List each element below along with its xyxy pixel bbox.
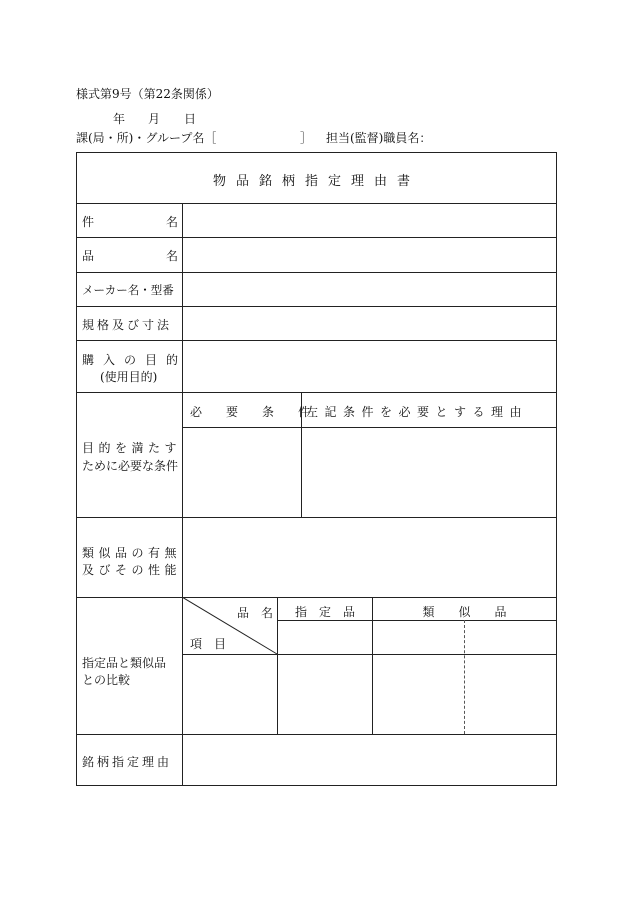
case-name-label-right: 名 <box>166 215 179 229</box>
date-month: 月 <box>148 112 161 126</box>
brand-reason-field[interactable] <box>184 736 554 783</box>
item-name-field[interactable] <box>184 239 554 270</box>
compare-item-field[interactable] <box>184 656 275 732</box>
similar-label-line2: 及びその性能 <box>82 563 182 577</box>
case-name-field[interactable] <box>184 205 554 235</box>
maker-model-label: メーカー名・型番 <box>82 283 174 297</box>
purpose-label-line1: 購入の目的 <box>82 353 188 367</box>
compare-label-line1: 指定品と類似品 <box>82 656 167 670</box>
compare-header-similar: 類 似 品 <box>422 605 507 619</box>
compare-header-item-name: 品 名 <box>237 606 274 620</box>
similar-label-line1: 類似品の有無 <box>82 546 182 560</box>
conditions-header-required: 必 要 条 件 <box>190 405 317 419</box>
similar-products-field[interactable] <box>184 519 554 595</box>
date-day: 日 <box>184 112 197 126</box>
item-name-label-right: 名 <box>166 249 179 263</box>
section-name-field[interactable] <box>220 128 300 144</box>
case-name-label-left: 件 <box>82 215 95 229</box>
spec-label: 規格及び寸法 <box>82 318 173 332</box>
staff-name-field[interactable] <box>432 128 556 144</box>
item-name-label-left: 品 <box>82 249 95 263</box>
compare-header-item: 項 目 <box>190 637 227 651</box>
compare-similar-field-2[interactable] <box>466 622 554 732</box>
conditions-label-line2: ために必要な条件 <box>82 459 179 473</box>
brand-reason-label: 銘柄指定理由 <box>82 755 173 769</box>
compare-similar-field-1[interactable] <box>374 622 462 732</box>
purpose-field[interactable] <box>184 342 554 390</box>
staff-label: 担当(監督)職員名： <box>326 131 432 145</box>
form-number: 様式第9号（第22条関係） <box>76 87 219 101</box>
compare-header-designated: 指 定 品 <box>294 605 355 619</box>
maker-model-field[interactable] <box>184 274 554 304</box>
compare-designated-field[interactable] <box>279 622 370 732</box>
date-year: 年 <box>113 112 126 126</box>
required-conditions-field[interactable] <box>184 429 299 515</box>
purpose-label-line2: (使用目的) <box>100 370 158 384</box>
conditions-reason-field[interactable] <box>303 429 554 515</box>
compare-label-line2: との比較 <box>82 673 131 687</box>
form-title: 物品銘柄指定理由書 <box>212 174 420 189</box>
conditions-header-reason: 左記条件を必要とする理由 <box>306 405 529 419</box>
conditions-label-line1: 目的を満たす <box>82 441 182 455</box>
section-label: 課(局・所)・グループ名［ <box>76 131 217 145</box>
spec-field[interactable] <box>184 308 554 338</box>
section-close-bracket: ］ <box>300 131 313 145</box>
